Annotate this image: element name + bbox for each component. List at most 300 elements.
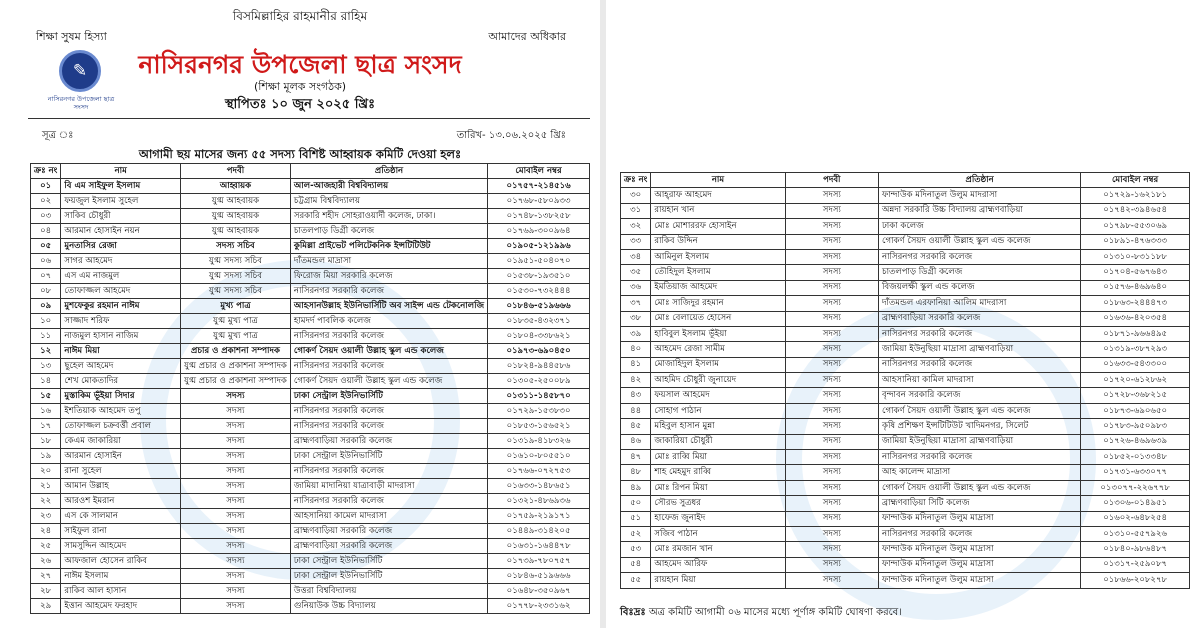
- member-sl: ০৫: [31, 239, 61, 254]
- member-post: সদস্য: [181, 554, 291, 569]
- member-name: রাকিব উদ্দিন: [651, 234, 785, 249]
- member-institution: ফান্দাউক মদিনাতুল উলুম মাদ্রাসা: [879, 557, 1081, 572]
- table-row: [31, 254, 590, 269]
- table-row: [31, 554, 590, 569]
- member-name: রায়হান খান: [651, 203, 785, 218]
- member-mobile: ০১৭২০-৬১২৮৬২: [1081, 373, 1190, 388]
- member-institution: আহসানিয়া কামিল মাদরাসা: [879, 373, 1081, 388]
- member-institution: ফান্দাউক মদিনাতুল উলুম মাদরাসা: [879, 188, 1081, 203]
- member-sl: ১৮: [31, 434, 61, 449]
- member-name: মুনতাসির রেজা: [61, 239, 181, 254]
- member-institution: চাতলপাড় ডিগ্রী কলেজ: [290, 224, 487, 239]
- member-sl: ৪৩: [621, 388, 651, 403]
- table-row: [621, 388, 1190, 403]
- member-sl: ৩২: [621, 219, 651, 234]
- member-name: রাকিব আল হাসান: [61, 584, 181, 599]
- table-row: [31, 404, 590, 419]
- table-row: [621, 419, 1190, 434]
- member-name: ফয়জুল ইসলাম সুহেল: [61, 194, 181, 209]
- footnote: [620, 605, 902, 622]
- member-post: সদস্য: [785, 249, 878, 264]
- col-post: পদবী: [181, 164, 291, 179]
- member-name: নাঈম ইসলাম: [61, 569, 181, 584]
- motto-right: আমাদের অধিকার: [488, 30, 566, 43]
- member-institution: ফান্দাউক মদিনাতুল উলুম মাদ্রাসা: [879, 511, 1081, 526]
- member-sl: ২০: [31, 464, 61, 479]
- issue-date: তারিখ- ১৩.০৬.২০২৫ খ্রিঃ: [456, 130, 566, 141]
- table-row: [621, 542, 1190, 557]
- member-institution: ফিরোজ মিয়া সরকারি কলেজ: [290, 269, 487, 284]
- member-mobile: ০১৩২১-৪৮৬৯৩৬: [488, 494, 590, 509]
- member-institution: উত্তরা বিশ্ববিদ্যালয়: [290, 584, 487, 599]
- col-name: নাম: [651, 173, 785, 188]
- member-mobile: ০১৬৩১-১৬৪৪৭৮: [488, 539, 590, 554]
- member-sl: ২৫: [31, 539, 61, 554]
- header-divider: [28, 118, 590, 119]
- member-mobile: ০১৭৪২-৩৯৪৬৫৪: [1081, 203, 1190, 218]
- member-institution: ব্রাহ্মণবাড়িয়া সরকারি কলেজ: [290, 524, 487, 539]
- table-row: [31, 374, 590, 389]
- member-mobile: ০১৩১৯-৩৮৭২৯৩: [1081, 342, 1190, 357]
- member-name: সাইফুল রানা: [61, 524, 181, 539]
- member-sl: ২৯: [31, 599, 61, 614]
- member-name: আরওশ ইমরান: [61, 494, 181, 509]
- member-name: নাঈম মিয়া: [61, 344, 181, 359]
- table-row: [31, 389, 590, 404]
- member-institution: নাসিরনগর সরকারি কলেজ: [290, 284, 487, 299]
- member-post: আহ্বায়ক: [181, 179, 291, 194]
- member-post: সদস্য: [785, 296, 878, 311]
- member-mobile: ০১৫৩৮-১৯৩৫১০: [488, 269, 590, 284]
- member-post: সদস্য: [785, 357, 878, 372]
- table-header-row: [621, 173, 1190, 188]
- member-sl: ২৭: [31, 569, 61, 584]
- member-name: আহমেদ রেজা সামীম: [651, 342, 785, 357]
- member-sl: ৪৭: [621, 450, 651, 465]
- member-mobile: ০১৬৩৩-৫৪৩৩০০: [1081, 357, 1190, 372]
- member-mobile: ০১৭৮৩-৯৫০৯৮৩: [1081, 419, 1190, 434]
- member-post: সদস্য: [181, 419, 291, 434]
- col-sl: ক্রঃ নং: [621, 173, 651, 188]
- member-sl: ৩৬: [621, 280, 651, 295]
- member-post: সদস্য: [785, 465, 878, 480]
- member-sl: ০৯: [31, 299, 61, 314]
- table-row: [31, 434, 590, 449]
- member-mobile: ০১৩১৯-৪১৮৩২৬: [488, 434, 590, 449]
- member-sl: ৪২: [621, 373, 651, 388]
- member-mobile: ০১৮৭৩-৬৯০৬৫০: [1081, 403, 1190, 418]
- member-post: সদস্য: [785, 373, 878, 388]
- member-sl: ৫৪: [621, 557, 651, 572]
- table-row: [31, 599, 590, 614]
- member-name: তোফাজ্জল আহমেদ: [61, 284, 181, 299]
- member-name: আরমান হোসাইন: [61, 449, 181, 464]
- member-institution: হামদর্দ পাবলিক কলেজ: [290, 314, 487, 329]
- member-post: সদস্য: [785, 388, 878, 403]
- member-post: সদস্য: [785, 496, 878, 511]
- member-name: মোঃ সাজিদুর রহমান: [651, 296, 785, 311]
- member-sl: ৪৯: [621, 480, 651, 495]
- member-sl: ২৮: [31, 584, 61, 599]
- table-row: [31, 224, 590, 239]
- member-institution: ঢাকা সেন্ট্রাল ইউনিভার্সিটি: [290, 389, 487, 404]
- member-name: আহমেদ আরিফ: [651, 557, 785, 572]
- committee-heading: আগামী ছয় মাসের জন্য ৫৫ সদস্য বিশিষ্ট আহ্বায়ক কমিটি দেওয়া হলঃ: [138, 147, 462, 161]
- member-institution: চট্টগ্রাম বিশ্ববিদ্যালয়: [290, 194, 487, 209]
- member-institution: আহসানউল্লাহ ইউনিভার্সিটি অব সাইন্স এন্ড টেকনোলজি: [290, 299, 487, 314]
- table-header-row: [31, 164, 590, 179]
- motto-left: শিক্ষা সুষম হিস্যা: [36, 30, 107, 43]
- member-institution: ঢাকা সেন্ট্রাল ইউনিভার্সিটি: [290, 554, 487, 569]
- member-post: সদস্য: [785, 480, 878, 495]
- member-mobile: ০১৭৭৮-২৩৩১৬২: [488, 599, 590, 614]
- member-institution: আহসানিয়া কামেল মাদরাসা: [290, 509, 487, 524]
- member-sl: ১২: [31, 344, 61, 359]
- member-post: যুগ্ম সদস্য সচিব: [181, 284, 291, 299]
- member-name: আমিনুল ইসলাম: [651, 249, 785, 264]
- member-post: সদস্য: [785, 311, 878, 326]
- member-institution: গুনিয়াউক উচ্চ বিদ্যালয়: [290, 599, 487, 614]
- member-post: যুগ্ম প্রচার ও প্রকাশনা সম্পাদক: [181, 374, 291, 389]
- member-sl: ৫৩: [621, 542, 651, 557]
- member-sl: ৫৫: [621, 573, 651, 588]
- member-name: আহ্‌রাফ আহমেদ: [651, 188, 785, 203]
- member-institution: ব্রাহ্মণবাড়িয়া সিটি কলেজ: [879, 496, 1081, 511]
- member-name: হাফেজ জুনাইদ: [651, 511, 785, 526]
- member-post: যুগ্ম প্রচার ও প্রকাশনা সম্পাদক: [181, 359, 291, 374]
- member-name: আফজাল হোসেন রাকিব: [61, 554, 181, 569]
- member-mobile: ০১৬০২-৬৪৮২৫৪: [1081, 511, 1190, 526]
- member-name: হাবিবুল ইসলাম ভূঁইয়া: [651, 326, 785, 341]
- member-post: সদস্য: [181, 569, 291, 584]
- member-institution: নাসিরনগর সরকারি কলেজ: [290, 329, 487, 344]
- member-sl: ৪৮: [621, 465, 651, 480]
- col-name: নাম: [61, 164, 181, 179]
- member-mobile: ০১৭৫৭-২১৪৫১৬: [488, 179, 590, 194]
- table-row: [621, 203, 1190, 218]
- member-post: সদস্য: [181, 389, 291, 404]
- member-mobile: ০১৯৫১-৫০৪০৭০: [488, 254, 590, 269]
- member-sl: ১৭: [31, 419, 61, 434]
- member-post: সদস্য: [181, 404, 291, 419]
- member-institution: ফান্দাউক মদিনাতুল উলুম মাদ্রাসা: [879, 573, 1081, 588]
- col-institution: প্রতিষ্ঠান: [879, 173, 1081, 188]
- member-name: ইমতিয়াজ আহমেদ: [651, 280, 785, 295]
- member-mobile: ০১৩০৬-০১৪৯৫১: [1081, 496, 1190, 511]
- table-row: [31, 539, 590, 554]
- member-mobile: ০১৮৫৩-১৫৬৫২১: [488, 419, 590, 434]
- bismillah-text: বিসমিল্লাহির রাহমানীর রাহিম: [232, 9, 368, 23]
- member-post: যুগ্ম আহবায়ক: [181, 194, 291, 209]
- member-mobile: ০১৬৪৮-৩৫০৯৬৭: [488, 584, 590, 599]
- col-post: পদবী: [785, 173, 878, 188]
- members-table-right: [620, 172, 1190, 589]
- member-institution: জামিয়া মাদানিয়া যাত্রাবাড়ী মাদরাসা: [290, 479, 487, 494]
- member-sl: ৪৫: [621, 419, 651, 434]
- member-name: সামসুদ্দিন আহমেদ: [61, 539, 181, 554]
- member-name: ফয়সাল আহমেদ: [651, 388, 785, 403]
- table-row: [31, 584, 590, 599]
- member-name: মোঃ রমজান খান: [651, 542, 785, 557]
- member-sl: ৪০: [621, 342, 651, 357]
- table-row: [621, 311, 1190, 326]
- member-institution: ঢাকা সেন্ট্রাল ইউনিভার্সিটি: [290, 569, 487, 584]
- book-icon: ✎: [59, 50, 101, 92]
- table-row: [31, 524, 590, 539]
- member-mobile: ০১৪৪৯-৩১৪২০৫: [488, 524, 590, 539]
- member-name: মোঃ মোশাররফ হোসাইন: [651, 219, 785, 234]
- member-post: যুগ্ম আহবায়ক: [181, 224, 291, 239]
- member-post: সদস্য: [181, 584, 291, 599]
- member-name: সাজ্জাদ শরিফ: [61, 314, 181, 329]
- table-row: [621, 219, 1190, 234]
- member-name: সাকিব চৌধুরী: [61, 209, 181, 224]
- member-post: সদস্য: [785, 526, 878, 541]
- member-institution: সরকারি শহীদ সোহরাওয়ার্দী কলেজ, ঢাকা।: [290, 209, 487, 224]
- table-row: [621, 280, 1190, 295]
- member-institution: চাতলপাড় ডিগ্রী কলেজ: [879, 265, 1081, 280]
- member-sl: ১৩: [31, 359, 61, 374]
- col-mobile: মোবাইল নম্বর: [1081, 173, 1190, 188]
- table-row: [621, 465, 1190, 480]
- member-institution: নাসিরনগর সরকারি কলেজ: [879, 326, 1081, 341]
- member-mobile: ০১৬১০-৮০৫৫১০: [488, 449, 590, 464]
- table-row: [621, 450, 1190, 465]
- member-post: সদস্য: [181, 434, 291, 449]
- member-name: রানা সুহেল: [61, 464, 181, 479]
- table-row: [31, 284, 590, 299]
- table-row: [621, 249, 1190, 264]
- table-row: [31, 479, 590, 494]
- member-institution: ঢাকা কলেজ: [879, 219, 1081, 234]
- member-mobile: ০১৭৬৯-৩০০৯৬৪: [488, 224, 590, 239]
- member-mobile: ০১৭২৮-৩৬৮২১৫: [1081, 388, 1190, 403]
- table-row: [31, 509, 590, 524]
- member-sl: ০২: [31, 194, 61, 209]
- org-title: নাসিরনগর উপজেলা ছাত্র সংসদ: [138, 50, 462, 79]
- member-name: মহিবুল হাসান মুন্না: [651, 419, 785, 434]
- member-mobile: ০১৭২৯-১৬২১৮১: [1081, 188, 1190, 203]
- table-row: [31, 419, 590, 434]
- member-institution: ব্রাহ্মণবাড়িয়া সরকারি কলেজ: [290, 539, 487, 554]
- member-post: মুখ্য পাত্র: [181, 299, 291, 314]
- member-institution: নাসিরনগর সরকারি কলেজ: [290, 464, 487, 479]
- member-mobile: ০১৩০৭৭-২২৬৭৭৮: [1081, 480, 1190, 495]
- note-text: অত্র কমিটি আগামী ০৬ মাসের মধ্যে পূর্ণাঙ্গ কমিটি ঘোষণা করবে।: [648, 607, 902, 618]
- member-institution: কৃষি প্রশিক্ষণ ইন্সটিটিউট খাদিমনগর, সিলেট: [879, 419, 1081, 434]
- table-row: [31, 344, 590, 359]
- member-institution: অন্নদা সরকারি উচ্চ বিদ্যালয় ব্রাহ্মণবাড়িয়া: [879, 203, 1081, 218]
- member-sl: ৫১: [621, 511, 651, 526]
- member-post: সদস্য: [181, 539, 291, 554]
- table-row: [621, 326, 1190, 341]
- member-mobile: ০১৯০৫-১২১৯৯৬: [488, 239, 590, 254]
- reference-label: সূত্র ঃ: [42, 130, 74, 141]
- member-post: সদস্য সচিব: [181, 239, 291, 254]
- member-name: আমান উল্লাহ: [61, 479, 181, 494]
- member-name: সাগর আহমেদ: [61, 254, 181, 269]
- member-mobile: ০১৩১১-১৪৫৮৭০: [488, 389, 590, 404]
- member-post: সদস্য: [785, 573, 878, 588]
- member-post: সদস্য: [181, 599, 291, 614]
- member-mobile: ০১৮৫২-০১৩৩৪৮: [1081, 450, 1190, 465]
- member-sl: ১০: [31, 314, 61, 329]
- member-institution: আহ কালেন্দ মাদ্রাসা: [879, 465, 1081, 480]
- org-type: (শিক্ষা মূলক সংগঠক): [253, 80, 347, 93]
- member-sl: ৩৭: [621, 296, 651, 311]
- member-institution: গোকর্ণ সৈয়দ ওয়ালী উল্লাহ স্কুল এন্ড কলেজ: [290, 344, 487, 359]
- member-institution: জামিয়া ইউনুছিয়া মাদ্রাসা ব্রাহ্মণবাড়িয়া: [879, 342, 1081, 357]
- table-row: [621, 342, 1190, 357]
- member-sl: ২২: [31, 494, 61, 509]
- table-row: [621, 573, 1190, 588]
- table-row: [31, 269, 590, 284]
- table-row: [31, 494, 590, 509]
- member-name: সজিব পাঠান: [651, 526, 785, 541]
- member-name: সৌরভ সুত্রধর: [651, 496, 785, 511]
- member-post: সদস্য: [785, 203, 878, 218]
- member-post: যুগ্ম সদস্য সচিব: [181, 269, 291, 284]
- member-sl: ৩৩: [621, 234, 651, 249]
- member-mobile: ০১৮৯১-৪৭৬৩৩৩: [1081, 234, 1190, 249]
- member-post: সদস্য: [181, 479, 291, 494]
- member-post: সদস্য: [785, 326, 878, 341]
- member-sl: ২১: [31, 479, 61, 494]
- member-post: সদস্য: [785, 280, 878, 295]
- member-name: সোহাগ পাঠান: [651, 403, 785, 418]
- member-mobile: ০১৩১০-৮৩১১৮৮: [1081, 249, 1190, 264]
- member-mobile: ০১৮৬৬-২০৮২৭৮: [1081, 573, 1190, 588]
- member-mobile: ০১৭০৪-৫৬৭৬৪৩: [1081, 265, 1190, 280]
- member-mobile: ০১৩১৭-২৫৯০৮৭: [1081, 557, 1190, 572]
- table-row: [621, 480, 1190, 495]
- member-institution: নাসিরনগর সরকারি কলেজ: [290, 494, 487, 509]
- member-mobile: ০১৭৫৯-২১৯১৭১: [488, 509, 590, 524]
- member-institution: নাসিরনগর সরকারি কলেজ: [879, 249, 1081, 264]
- member-mobile: ০১৮২৪-৯৪৪৫৮৬: [488, 359, 590, 374]
- member-sl: ৩৪: [621, 249, 651, 264]
- member-sl: ০৬: [31, 254, 61, 269]
- members-table-left: [30, 163, 590, 614]
- member-name: এস এম নাজমুল: [61, 269, 181, 284]
- table-row: [31, 329, 590, 344]
- member-mobile: ০১৮৬৩-২৪৪৪৭৩: [1081, 296, 1190, 311]
- member-name: বি এম সাইফুল ইসলাম: [61, 179, 181, 194]
- member-mobile: ০১৭২৬-৪৬৯৬৩৯: [1081, 434, 1190, 449]
- member-institution: ফান্দাউক মদিনাতুল উলুম মাদ্রাসা: [879, 542, 1081, 557]
- member-name: মুশফেকুর রহমান নাঈম: [61, 299, 181, 314]
- member-institution: নাসিরনগর সরকারি কলেজ: [879, 526, 1081, 541]
- member-post: সদস্য: [785, 450, 878, 465]
- table-row: [621, 265, 1190, 280]
- member-institution: দাঁতমন্ডল মাদ্রাসা: [290, 254, 487, 269]
- table-row: [621, 526, 1190, 541]
- member-name: শাহ মেহমুদ রাব্বি: [651, 465, 785, 480]
- member-mobile: ০১৮৪৬-৫১৯৬৬৬: [488, 299, 590, 314]
- member-mobile: ০১৬৩৩-১৪৮৬৫১: [488, 479, 590, 494]
- member-name: শেখ মোকতাদির: [61, 374, 181, 389]
- member-sl: ০৪: [31, 224, 61, 239]
- note-label: বিঃদ্রঃ: [620, 607, 646, 618]
- table-row: [31, 449, 590, 464]
- member-post: সদস্য: [785, 265, 878, 280]
- member-mobile: ০১৭২৯-১৫৩৮৩০: [488, 404, 590, 419]
- member-post: সদস্য: [785, 403, 878, 418]
- member-sl: ১৪: [31, 374, 61, 389]
- member-post: সদস্য: [785, 234, 878, 249]
- table-row: [31, 179, 590, 194]
- member-name: ছুহেল আহমেদ: [61, 359, 181, 374]
- member-institution: ব্রাহ্মণবাড়িয়া সরকারি কলেজ: [290, 434, 487, 449]
- member-mobile: ০১৭৯৮-৫৫৩০৬৯: [1081, 219, 1190, 234]
- member-institution: ঢাকা সেন্ট্রাল ইউনিভার্সিটি: [290, 449, 487, 464]
- member-name: ইত্তান আহমেদ ফরহাদ: [61, 599, 181, 614]
- member-institution: গোকর্ণ সৈয়দ ওয়ালী উল্লাহ স্কুল এন্ড কলেজ: [879, 234, 1081, 249]
- member-sl: ৩১: [621, 203, 651, 218]
- member-sl: ৪১: [621, 357, 651, 372]
- member-mobile: ০১৭৪৮-১৩৮২৫৮: [488, 209, 590, 224]
- member-mobile: ০১৭৬৬-০৭২৭৫৩: [488, 464, 590, 479]
- member-mobile: ০১৫৭৬-৪৬৯৬৪০: [1081, 280, 1190, 295]
- member-sl: ৪৪: [621, 403, 651, 418]
- member-sl: ০৮: [31, 284, 61, 299]
- member-institution: গোকর্ণ সৈয়দ ওয়ালী উল্লাহ স্কুল এন্ড কলেজ: [879, 403, 1081, 418]
- member-post: সদস্য: [181, 494, 291, 509]
- member-post: সদস্য: [181, 524, 291, 539]
- member-sl: ৫২: [621, 526, 651, 541]
- member-name: মুস্তাকিম ভূঁইয়া সিদার: [61, 389, 181, 404]
- member-sl: ১৫: [31, 389, 61, 404]
- member-mobile: ০১৩০৫-২৫০০৮৯: [488, 374, 590, 389]
- member-post: সদস্য: [785, 219, 878, 234]
- table-row: [621, 557, 1190, 572]
- member-post: যুগ্ম সদস্য সচিব: [181, 254, 291, 269]
- member-post: সদস্য: [785, 511, 878, 526]
- member-institution: ব্রাহ্মণবাড়িয়া সরকারি কলেজ: [879, 311, 1081, 326]
- member-institution: কুমিল্লা প্রাইভেট পলিটেকনিক ইন্সটিটিউট: [290, 239, 487, 254]
- table-row: [621, 434, 1190, 449]
- table-row: [31, 464, 590, 479]
- logo-label: নাসিরনগর উপজেলা ছাত্র সংসদ: [47, 95, 115, 111]
- member-sl: ৪৬: [621, 434, 651, 449]
- member-sl: ৩৯: [621, 326, 651, 341]
- table-row: [31, 194, 590, 209]
- member-name: ইশতিয়াক আহমেদ তপু: [61, 404, 181, 419]
- member-sl: ৩৫: [621, 265, 651, 280]
- member-mobile: ০১৭৩১-৬৩৩০৭৭: [1081, 465, 1190, 480]
- table-row: [31, 299, 590, 314]
- member-name: তৌহিদুল ইসলাম: [651, 265, 785, 280]
- member-post: প্রচার ও প্রকাশনা সম্পাদক: [181, 344, 291, 359]
- member-sl: ১৬: [31, 404, 61, 419]
- table-row: [621, 373, 1190, 388]
- col-sl: ক্রঃ নং: [31, 164, 61, 179]
- member-sl: ১৯: [31, 449, 61, 464]
- member-sl: ৩৮: [621, 311, 651, 326]
- member-name: মোঃ বেলায়েত হোসেন: [651, 311, 785, 326]
- member-institution: নাসিরনগর সরকারি কলেজ: [290, 404, 487, 419]
- member-institution: বৃন্দাবন সরকারি কলেজ: [879, 388, 1081, 403]
- member-post: সদস্য: [785, 542, 878, 557]
- member-name: কেএম জাকারিয়া: [61, 434, 181, 449]
- member-mobile: ০১৮৪৬-৫১৯৬৬৬: [488, 569, 590, 584]
- member-institution: দাঁতমন্ডল এরফানিয়া আলিম মাদরাসা: [879, 296, 1081, 311]
- member-post: সদস্য: [181, 509, 291, 524]
- member-institution: নাসিরনগর সরকারি কলেজ: [290, 419, 487, 434]
- member-name: রায়হান মিয়া: [651, 573, 785, 588]
- member-mobile: ০১৮৭১-৯৬৬৪৯৫: [1081, 326, 1190, 341]
- member-sl: ০৩: [31, 209, 61, 224]
